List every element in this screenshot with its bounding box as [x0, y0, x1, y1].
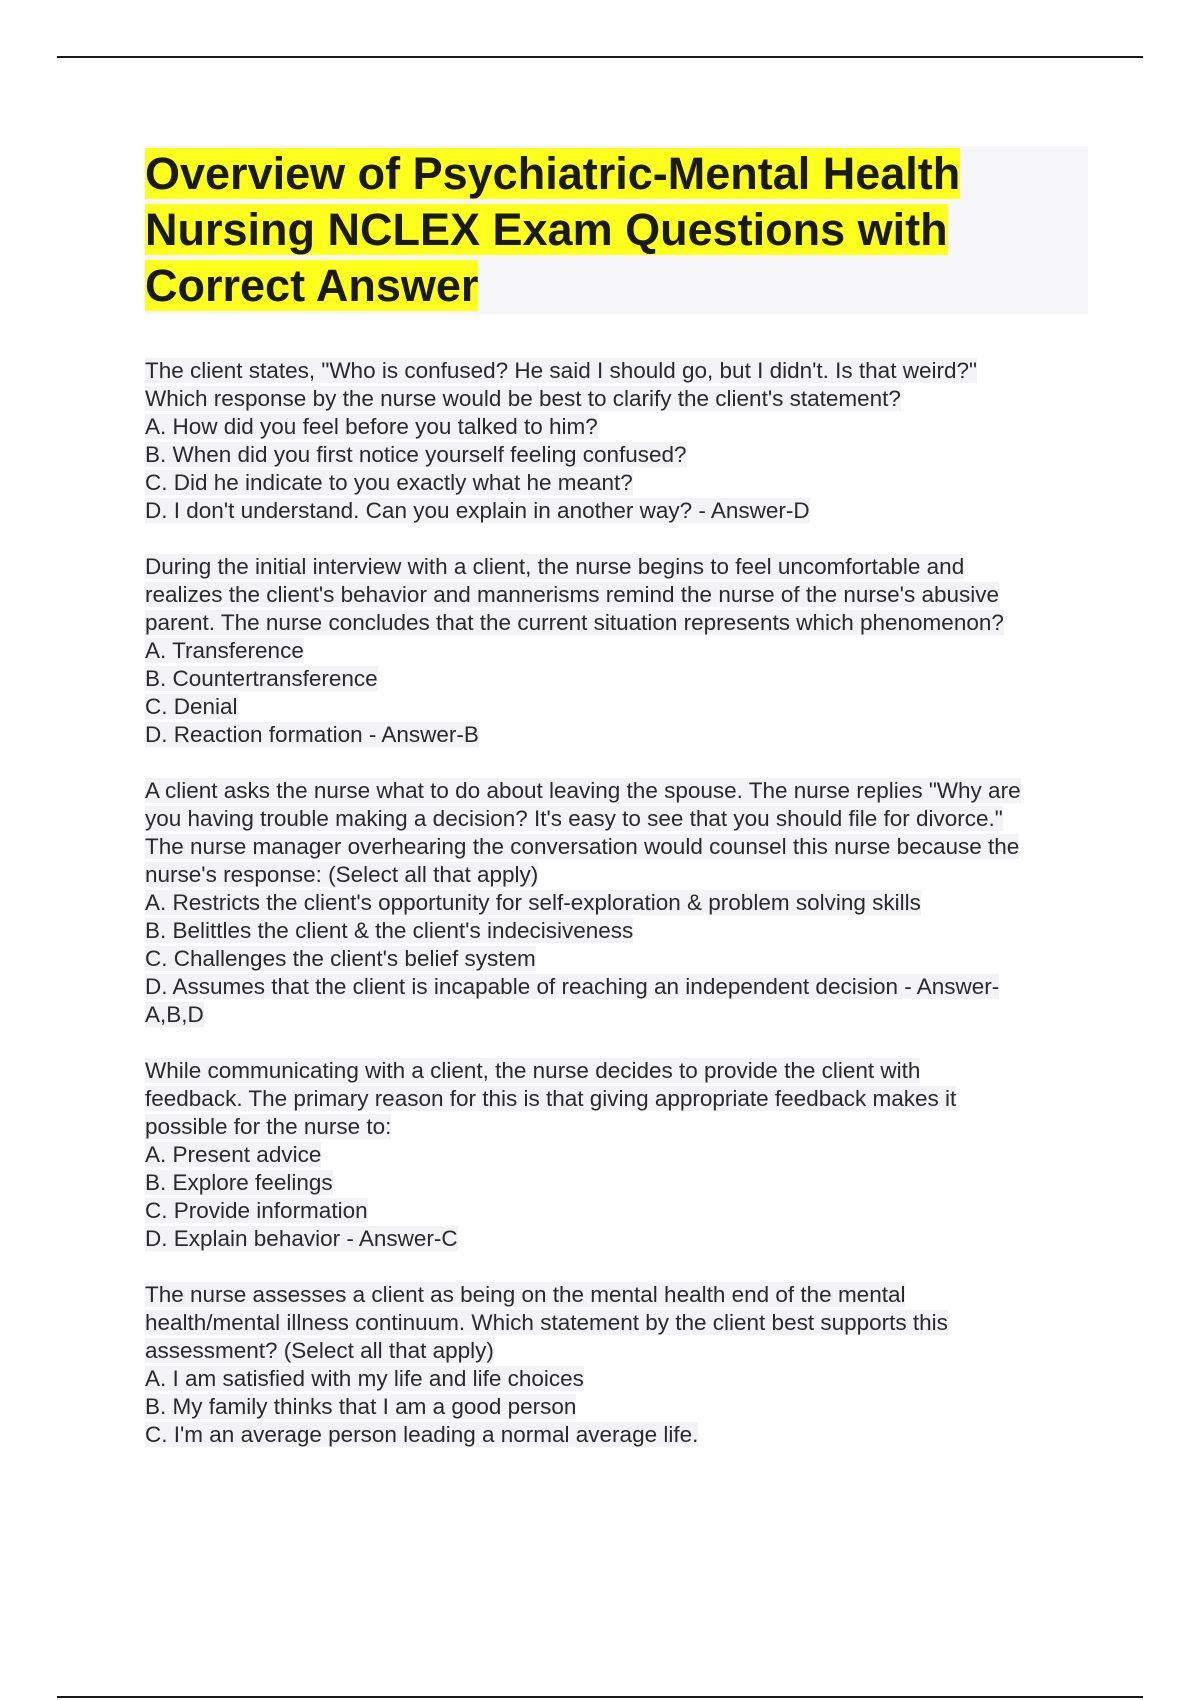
question-4	[145, 1057, 1105, 1253]
answer-option: D. Assumes that the client is incapable of reaching an independent decision - Answer-	[145, 974, 1000, 999]
answer-option: C. Challenges the client's belief system	[145, 946, 536, 971]
question-5	[145, 1281, 1105, 1449]
answer-option: C. Provide information	[145, 1198, 368, 1223]
question-text-line: health/mental illness continuum. Which statement by the client best supports this	[145, 1310, 948, 1335]
question-text-line: nurse's response: (Select all that apply)	[145, 862, 539, 887]
question-text-line: The nurse assesses a client as being on the mental health end of the mental	[145, 1282, 906, 1307]
answer-option: B. When did you first notice yourself feeling confused?	[145, 442, 687, 467]
answer-option: B. Belittles the client & the client's indecisiveness	[145, 918, 634, 943]
question-text-line: possible for the nurse to:	[145, 1114, 392, 1139]
answer-option-with-key: D. Explain behavior - Answer-C	[145, 1226, 458, 1251]
answer-option-with-key: D. Reaction formation - Answer-B	[145, 722, 479, 747]
question-1	[145, 357, 1105, 525]
answer-key: A,B,D	[145, 1002, 204, 1027]
question-text-line: realizes the client's behavior and mannerisms remind the nurse of the nurse's abusive	[145, 582, 1000, 607]
question-text-line: Which response by the nurse would be best to clarify the client's statement?	[145, 386, 901, 411]
question-2	[145, 553, 1105, 749]
answer-option: A. Present advice	[145, 1142, 322, 1167]
document-title	[145, 146, 1088, 314]
title-block	[145, 146, 1088, 314]
question-text-line: A client asks the nurse what to do about leaving the spouse. The nurse replies "Why are	[145, 778, 1021, 803]
answer-option: C. Denial	[145, 694, 238, 719]
question-text-line: During the initial interview with a client, the nurse begins to feel uncomfortable and	[145, 554, 965, 579]
top-rule	[57, 56, 1143, 58]
answer-option: A. Transference	[145, 638, 304, 663]
answer-option: C. Did he indicate to you exactly what he meant?	[145, 470, 633, 495]
answer-option: A. How did you feel before you talked to him?	[145, 414, 598, 439]
answer-option: C. I'm an average person leading a normal average life.	[145, 1422, 699, 1447]
question-text-line: The client states, "Who is confused? He said I should go, but I didn't. Is that weird?"	[145, 358, 977, 383]
answer-option: A. Restricts the client's opportunity for self-exploration & problem solving skills	[145, 890, 921, 915]
question-text-line: The nurse manager overhearing the conversation would counsel this nurse because the	[145, 834, 1020, 859]
title-line: Correct Answer	[145, 260, 479, 311]
answer-option: B. Explore feelings	[145, 1170, 333, 1195]
question-text-line: assessment? (Select all that apply)	[145, 1338, 494, 1363]
question-3	[145, 777, 1105, 1029]
answer-option: B. My family thinks that I am a good person	[145, 1394, 577, 1419]
question-text-line: While communicating with a client, the nurse decides to provide the client with	[145, 1058, 921, 1083]
question-text-line: feedback. The primary reason for this is that giving appropriate feedback makes it	[145, 1086, 957, 1111]
title-line: Overview of Psychiatric-Mental Health	[145, 148, 961, 199]
question-text-line: you having trouble making a decision? It's easy to see that you should file for divorce."	[145, 806, 1003, 831]
answer-option: B. Countertransference	[145, 666, 378, 691]
answer-option: A. I am satisfied with my life and life choices	[145, 1366, 584, 1391]
bottom-rule	[57, 1696, 1143, 1698]
question-text-line: parent. The nurse concludes that the current situation represents which phenomenon?	[145, 610, 1004, 635]
questions-list	[145, 357, 1105, 1477]
title-line: Nursing NCLEX Exam Questions with	[145, 204, 948, 255]
answer-option-with-key: D. I don't understand. Can you explain in another way? - Answer-D	[145, 498, 810, 523]
